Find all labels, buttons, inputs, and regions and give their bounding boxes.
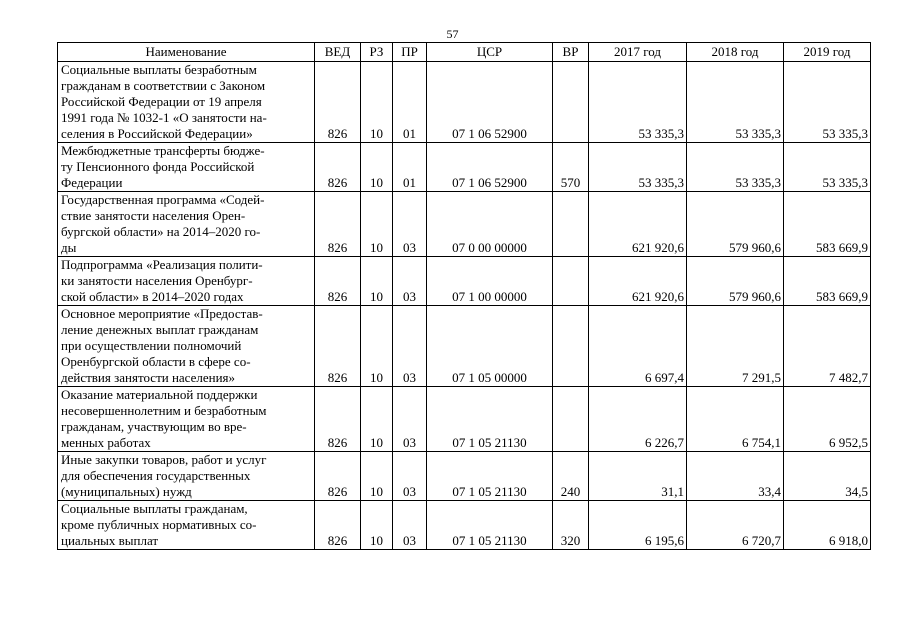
row-name-line: (муниципальных) нужд xyxy=(61,484,192,499)
csr-cell: 07 1 05 21130 xyxy=(427,387,553,452)
amount-2019-cell: 7 482,7 xyxy=(784,306,871,387)
row-name-line: ки занятости населения Оренбург- xyxy=(61,273,253,288)
rz-cell: 10 xyxy=(361,387,393,452)
amount-2017-cell: 6 195,6 xyxy=(589,501,687,550)
row-name-line: Основное мероприятие «Предостав- xyxy=(61,306,263,321)
amount-2017-cell: 621 920,6 xyxy=(589,192,687,257)
table-row xyxy=(58,387,871,452)
column-header-csr: ЦСР xyxy=(427,43,553,62)
table-row xyxy=(58,143,871,192)
amount-2018-cell: 7 291,5 xyxy=(687,306,784,387)
row-name-cell xyxy=(58,62,315,143)
row-name-cell xyxy=(58,387,315,452)
amount-2017-cell: 31,1 xyxy=(589,452,687,501)
row-name-cell xyxy=(58,306,315,387)
pr-cell: 01 xyxy=(393,62,427,143)
row-name-cell xyxy=(58,452,315,501)
vr-cell: 570 xyxy=(553,143,589,192)
csr-cell: 07 1 05 21130 xyxy=(427,452,553,501)
row-name-line: Оренбургской области в сфере со- xyxy=(61,354,251,369)
row-name-line: действия занятости населения» xyxy=(61,370,236,385)
row-name-cell xyxy=(58,501,315,550)
rz-cell: 10 xyxy=(361,306,393,387)
ved-cell: 826 xyxy=(315,387,361,452)
row-name-line: Иные закупки товаров, работ и услуг xyxy=(61,452,267,467)
row-name-line: 1991 года № 1032-1 «О занятости на- xyxy=(61,110,267,125)
amount-2019-cell: 53 335,3 xyxy=(784,143,871,192)
vr-cell: 240 xyxy=(553,452,589,501)
amount-2017-cell: 53 335,3 xyxy=(589,62,687,143)
budget-table xyxy=(57,42,871,550)
rz-cell: 10 xyxy=(361,452,393,501)
pr-cell: 03 xyxy=(393,387,427,452)
csr-cell: 07 0 00 00000 xyxy=(427,192,553,257)
column-header-2019: 2019 год xyxy=(784,43,871,62)
rz-cell: 10 xyxy=(361,62,393,143)
table-header-row xyxy=(58,43,871,62)
row-name-cell xyxy=(58,257,315,306)
amount-2017-cell: 6 697,4 xyxy=(589,306,687,387)
row-name-line: несовершеннолетним и безработным xyxy=(61,403,267,418)
table-row xyxy=(58,501,871,550)
pr-cell: 03 xyxy=(393,306,427,387)
row-name-line: гражданам в соответствии с Законом xyxy=(61,78,266,93)
csr-cell: 07 1 00 00000 xyxy=(427,257,553,306)
amount-2017-cell: 53 335,3 xyxy=(589,143,687,192)
table-body xyxy=(58,62,871,550)
row-name-line: гражданам, участвующим во вре- xyxy=(61,419,247,434)
row-name-line: Социальные выплаты безработным xyxy=(61,62,257,77)
row-name-line: Межбюджетные трансферты бюдже- xyxy=(61,143,265,158)
pr-cell: 03 xyxy=(393,452,427,501)
vr-cell xyxy=(553,387,589,452)
row-name-line: Федерации xyxy=(61,175,123,190)
rz-cell: 10 xyxy=(361,257,393,306)
csr-cell: 07 1 06 52900 xyxy=(427,143,553,192)
row-name-line: ды xyxy=(61,240,77,255)
pr-cell: 03 xyxy=(393,501,427,550)
ved-cell: 826 xyxy=(315,257,361,306)
amount-2018-cell: 579 960,6 xyxy=(687,257,784,306)
vr-cell xyxy=(553,62,589,143)
table-row xyxy=(58,306,871,387)
amount-2018-cell: 6 754,1 xyxy=(687,387,784,452)
pr-cell: 03 xyxy=(393,257,427,306)
vr-cell: 320 xyxy=(553,501,589,550)
csr-cell: 07 1 06 52900 xyxy=(427,62,553,143)
amount-2019-cell: 6 918,0 xyxy=(784,501,871,550)
amount-2018-cell: 33,4 xyxy=(687,452,784,501)
row-name-cell xyxy=(58,143,315,192)
ved-cell: 826 xyxy=(315,501,361,550)
csr-cell: 07 1 05 21130 xyxy=(427,501,553,550)
column-header-vr: ВР xyxy=(553,43,589,62)
row-name-line: менных работах xyxy=(61,435,151,450)
amount-2019-cell: 583 669,9 xyxy=(784,257,871,306)
row-name-line: Подпрограмма «Реализация полити- xyxy=(61,257,263,272)
column-header-2017: 2017 год xyxy=(589,43,687,62)
row-name-line: бургской области» на 2014–2020 го- xyxy=(61,224,261,239)
amount-2018-cell: 53 335,3 xyxy=(687,62,784,143)
amount-2018-cell: 6 720,7 xyxy=(687,501,784,550)
rz-cell: 10 xyxy=(361,501,393,550)
ved-cell: 826 xyxy=(315,306,361,387)
row-name-line: циальных выплат xyxy=(61,533,159,548)
vr-cell xyxy=(553,192,589,257)
column-header-2018: 2018 год xyxy=(687,43,784,62)
amount-2017-cell: 621 920,6 xyxy=(589,257,687,306)
row-name-line: Оказание материальной поддержки xyxy=(61,387,258,402)
amount-2018-cell: 579 960,6 xyxy=(687,192,784,257)
amount-2019-cell: 6 952,5 xyxy=(784,387,871,452)
row-name-line: кроме публичных нормативных со- xyxy=(61,517,257,532)
vr-cell xyxy=(553,257,589,306)
amount-2019-cell: 583 669,9 xyxy=(784,192,871,257)
amount-2019-cell: 53 335,3 xyxy=(784,62,871,143)
ved-cell: 826 xyxy=(315,62,361,143)
amount-2018-cell: 53 335,3 xyxy=(687,143,784,192)
csr-cell: 07 1 05 00000 xyxy=(427,306,553,387)
row-name-line: ствие занятости населения Орен- xyxy=(61,208,246,223)
vr-cell xyxy=(553,306,589,387)
row-name-line: Государственная программа «Содей- xyxy=(61,192,265,207)
row-name-line: ту Пенсионного фонда Российской xyxy=(61,159,255,174)
row-name-line: Социальные выплаты гражданам, xyxy=(61,501,248,516)
rz-cell: 10 xyxy=(361,192,393,257)
amount-2019-cell: 34,5 xyxy=(784,452,871,501)
column-header-ved: ВЕД xyxy=(315,43,361,62)
row-name-line: Российской Федерации от 19 апреля xyxy=(61,94,262,109)
row-name-line: при осуществлении полномочий xyxy=(61,338,242,353)
row-name-cell xyxy=(58,192,315,257)
table-row xyxy=(58,62,871,143)
table-row xyxy=(58,257,871,306)
row-name-line: селения в Российской Федерации» xyxy=(61,126,253,141)
pr-cell: 01 xyxy=(393,143,427,192)
column-header-pr: ПР xyxy=(393,43,427,62)
page-number: 57 xyxy=(446,27,459,41)
ved-cell: 826 xyxy=(315,192,361,257)
column-header-name: Наименование xyxy=(58,43,315,62)
ved-cell: 826 xyxy=(315,452,361,501)
table-row xyxy=(58,192,871,257)
table-row xyxy=(58,452,871,501)
row-name-line: ской области» в 2014–2020 годах xyxy=(61,289,244,304)
pr-cell: 03 xyxy=(393,192,427,257)
row-name-line: для обеспечения государственных xyxy=(61,468,251,483)
row-name-line: ление денежных выплат гражданам xyxy=(61,322,259,337)
ved-cell: 826 xyxy=(315,143,361,192)
rz-cell: 10 xyxy=(361,143,393,192)
column-header-rz: РЗ xyxy=(361,43,393,62)
amount-2017-cell: 6 226,7 xyxy=(589,387,687,452)
